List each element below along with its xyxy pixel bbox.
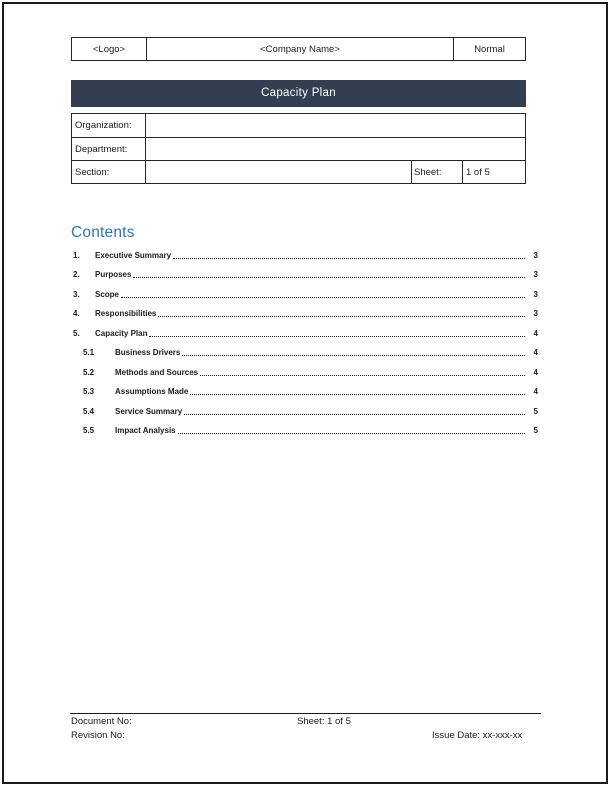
toc-entry-number: 5.: [73, 328, 80, 338]
toc-entry-page: 4: [533, 367, 538, 377]
toc-dot-leader: [182, 348, 525, 356]
toc-entry[interactable]: [71, 405, 538, 425]
contents-heading: Contents: [71, 224, 135, 241]
toc-dot-leader: [190, 387, 525, 395]
toc-entry-title: Methods and Sources: [115, 367, 199, 377]
toc-entry-title: Service Summary: [115, 406, 183, 416]
section-row: [72, 160, 525, 183]
toc-entry-page: 4: [533, 328, 538, 338]
toc-dot-leader: [121, 290, 525, 298]
toc-entry[interactable]: [71, 425, 538, 445]
toc-entry-number: 5.1: [83, 348, 95, 357]
toc-entry[interactable]: [71, 249, 538, 269]
toc-entry[interactable]: [71, 288, 538, 308]
footer-sheet: Sheet: 1 of 5: [297, 716, 351, 727]
toc-entry[interactable]: [71, 327, 538, 347]
toc-entry-title: Assumptions Made: [115, 387, 189, 396]
toc-entry-number: 4.: [73, 309, 80, 318]
company-name: <Company Name>: [146, 38, 453, 60]
toc-entry-number: 5.3: [83, 387, 95, 396]
toc-dot-leader: [133, 270, 525, 278]
toc-dot-leader: [184, 407, 525, 415]
toc-entry-number: 5.2: [83, 367, 95, 377]
toc-entry-title: Executive Summary: [95, 250, 172, 260]
organization-label: Organization:: [72, 114, 146, 137]
department-label: Department:: [72, 138, 146, 160]
organization-row: [72, 114, 525, 137]
toc-dot-leader: [158, 309, 525, 317]
department-row: [72, 137, 525, 160]
toc-entry-page: 3: [533, 270, 538, 279]
toc-entry-page: 3: [533, 289, 538, 299]
toc-dot-leader: [173, 251, 525, 259]
section-label: Section:: [72, 161, 146, 183]
footer-divider: [70, 713, 541, 714]
toc-entry-title: Capacity Plan: [95, 328, 148, 338]
toc-entry-number: 3.: [73, 289, 80, 299]
table-of-contents: [71, 249, 538, 444]
toc-dot-leader: [149, 329, 525, 337]
logo-placeholder: <Logo>: [92, 43, 126, 55]
toc-dot-leader: [200, 368, 525, 376]
toc-entry-page: 5: [533, 406, 538, 416]
department-value-field[interactable]: [146, 138, 525, 160]
classification-label: Normal: [453, 38, 525, 60]
section-value-field[interactable]: [146, 161, 411, 183]
toc-entry-title: Responsibilities: [95, 309, 157, 318]
sheet-label: Sheet:: [411, 161, 462, 183]
toc-entry-title: Scope: [95, 289, 120, 299]
toc-entry[interactable]: [71, 269, 538, 289]
organization-value-field[interactable]: [146, 114, 525, 137]
info-table: [71, 113, 526, 184]
title-banner: Capacity Plan: [71, 80, 526, 107]
footer-document-no: Document No:: [71, 716, 132, 727]
toc-entry[interactable]: [71, 308, 538, 328]
toc-entry[interactable]: [71, 347, 538, 367]
toc-entry-page: 3: [533, 250, 538, 260]
toc-entry[interactable]: [71, 366, 538, 386]
toc-entry-page: 3: [533, 309, 538, 318]
toc-entry[interactable]: [71, 386, 538, 406]
footer-revision-no: Revision No:: [71, 730, 125, 741]
toc-entry-page: 4: [533, 348, 538, 357]
toc-entry-number: 1.: [73, 250, 80, 260]
header-table: [71, 37, 526, 61]
toc-entry-number: 2.: [73, 270, 80, 279]
toc-entry-number: 5.4: [83, 406, 95, 416]
toc-entry-page: 5: [533, 426, 538, 435]
footer-issue-date: Issue Date: xx-xxx-xx: [432, 730, 523, 741]
toc-dot-leader: [178, 426, 525, 434]
toc-entry-title: Business Drivers: [115, 348, 181, 357]
toc-entry-number: 5.5: [83, 426, 95, 435]
toc-entry-title: Impact Analysis: [115, 426, 176, 435]
toc-entry-title: Purposes: [95, 270, 132, 279]
sheet-value: 1 of 5: [462, 161, 525, 183]
toc-entry-page: 4: [533, 387, 538, 396]
